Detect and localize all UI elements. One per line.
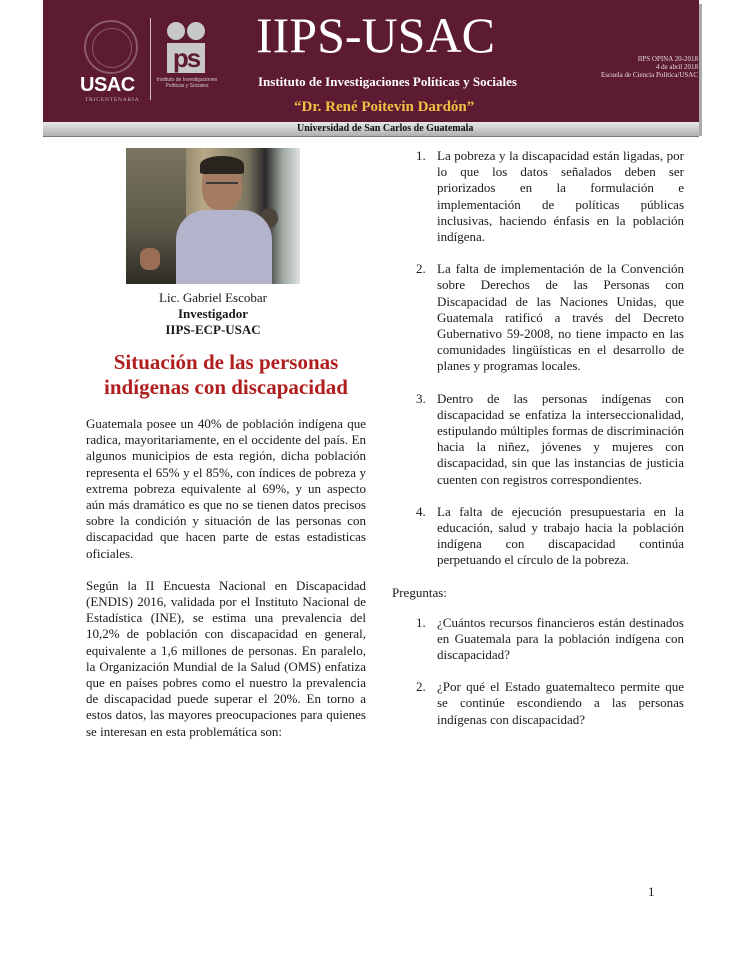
concern-item bbox=[392, 148, 684, 245]
author-block bbox=[116, 290, 310, 338]
concern-text: La falta de implementación de la Convención sobre Derechos de las Personas con Discapacidad de las Naciones Unidas, que Guatemala ratificó a través del Decreto Gubernativo 59-2008, no tiene impacto en las comunidades lingüísticas en el desarrollo de planes y programas locales. bbox=[437, 261, 684, 374]
usac-logo-subtext: TRICENTENARIA bbox=[85, 97, 140, 103]
author-photo bbox=[126, 148, 300, 284]
university-strip bbox=[43, 122, 699, 137]
concern-number: 1. bbox=[416, 148, 426, 163]
author-role: Investigador bbox=[177, 306, 249, 321]
questions-list bbox=[392, 615, 684, 728]
masthead-title: IIPS-USAC bbox=[256, 7, 495, 63]
concern-number: 4. bbox=[416, 503, 426, 519]
question-item bbox=[392, 615, 684, 664]
ips-logo-circle-icon bbox=[187, 22, 205, 40]
concerns-list bbox=[392, 148, 684, 569]
article-title: Situación de las personas indígenas con discapacidad bbox=[104, 350, 348, 399]
author-name: Lic. Gabriel Escobar bbox=[159, 290, 267, 305]
ips-logo-circle-icon bbox=[167, 22, 185, 40]
right-column bbox=[392, 148, 684, 744]
concern-item bbox=[392, 391, 684, 488]
logo-divider bbox=[150, 18, 151, 100]
paragraph: Guatemala posee un 40% de población indígena que radica, mayoritariamente, en el occidente del país. En algunos municipios de esta región, dicha población representa el 65% y el 85%, con índices de pobreza y extrema pobreza equivalente al 69%, y un aspecto aún más dramático es que no se tienen datos precisos sobre la condición y situación de las personas con discapacidad que hacen parte de estas estadisticas oficiales. bbox=[86, 416, 366, 561]
university-name: Universidad de San Carlos de Guatemala bbox=[297, 123, 474, 134]
author-org: IIPS-ECP-USAC bbox=[165, 322, 261, 337]
usac-logo-text: USAC bbox=[80, 74, 135, 96]
concern-number: 3. bbox=[416, 390, 426, 406]
masthead-subtitle: Instituto de Investigaciones Políticas y Sociales bbox=[258, 74, 517, 89]
header-shadow bbox=[699, 4, 702, 136]
question-item bbox=[392, 679, 684, 728]
left-column bbox=[86, 416, 366, 756]
ips-logo: ps bbox=[167, 43, 205, 73]
question-number: 1. bbox=[416, 614, 426, 630]
concern-text: La pobreza y la discapacidad están ligadas, por lo que los datos señalados deben ser priorizados en la formulación e implementación de políticas públicas inclusivas, haciendo énfasis en la población indígena. bbox=[437, 148, 684, 245]
concern-text: Dentro de las personas indígenas con discapacidad se enfatiza la interseccionalidad, estipulando múltiples formas de discriminación hacia la niñez, jóvenes y mujeres con discapacidad, sin que las instancias de justicia cuenten con registros correspondientes. bbox=[437, 390, 684, 487]
concern-text: La falta de ejecución presupuestaria en la educación, salud y trabajo hacia la población indígena con discapacidad continúa perpetuando el círculo de la pobreza. bbox=[437, 503, 684, 568]
question-text: ¿Por qué el Estado guatemalteco permite que se continúe escondiendo a las personas indígenas con discapacidad? bbox=[437, 679, 684, 727]
issue-date: 4 de abril 2018 bbox=[655, 63, 698, 71]
masthead-dedication: “Dr. René Poitevin Dardón” bbox=[294, 99, 475, 115]
questions-heading: Preguntas: bbox=[392, 584, 447, 600]
concern-item bbox=[392, 261, 684, 374]
issue-school: Escuela de Ciencia Política/USAC bbox=[600, 71, 698, 79]
paragraph: Según la II Encuesta Nacional en Discapacidad (ENDIS) 2016, validada por el Instituto Nacional de Estadística (INE), se estima una prevalencia del 10,2% de población con discapacidad en general, equivalente a 1,6 millones de personas. En paralelo, la Organización Mundial de la Salud (OMS) enfatiza que en países pobres como el nuestro la prevalencia de discapacidad puede superar el 20%. En torno a estos datos, las mayores preocupaciones para quienes se interesan en esta problemática son: bbox=[86, 577, 366, 739]
issue-meta bbox=[601, 55, 698, 79]
concern-number: 2. bbox=[416, 261, 426, 277]
concern-item bbox=[392, 504, 684, 569]
question-text: ¿Cuántos recursos financieros están destinados en Guatemala para la población indígena con discapacidad? bbox=[437, 614, 684, 663]
usac-seal-icon bbox=[84, 20, 138, 74]
issue-number: IIPS OPINA 20-2018 bbox=[637, 55, 698, 63]
page-number: 1 bbox=[648, 884, 655, 899]
ips-logo-caption: Instituto de Investigaciones Políticas y Sociales bbox=[156, 77, 218, 89]
question-number: 2. bbox=[416, 679, 426, 695]
